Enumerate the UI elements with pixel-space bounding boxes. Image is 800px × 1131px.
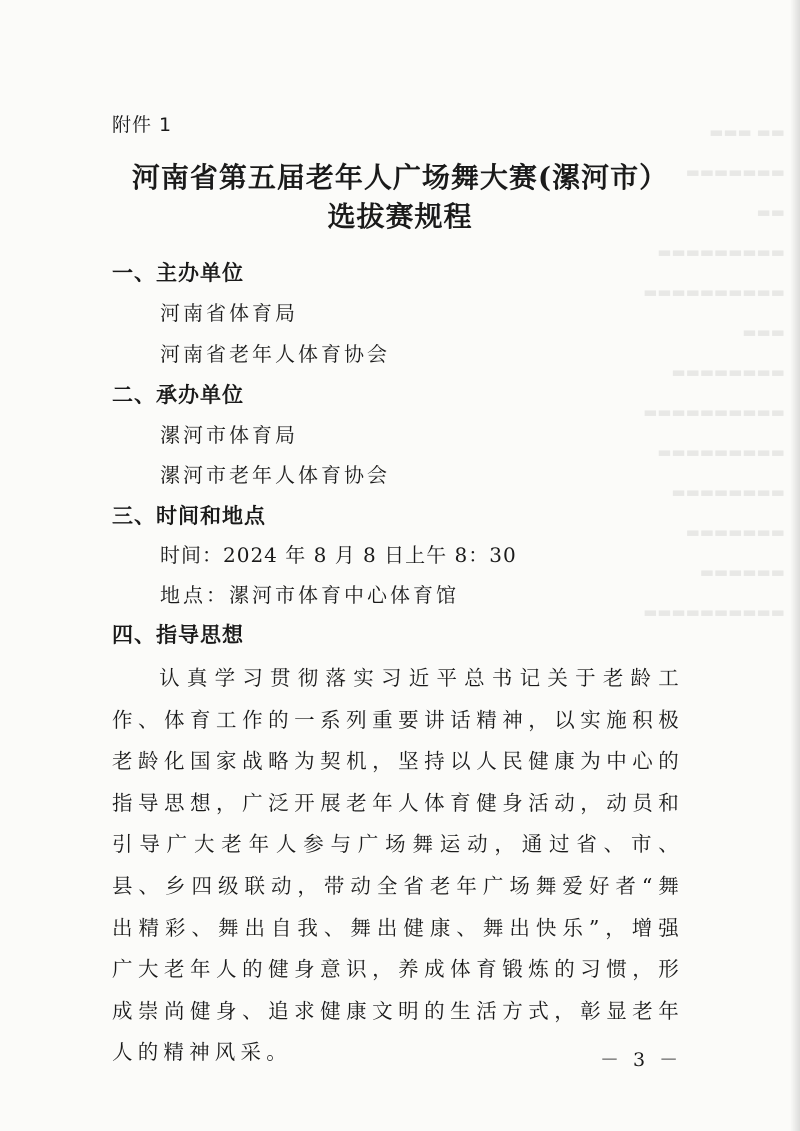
section-heading-organizer: 一、主办单位 [112,261,244,285]
section-heading-host: 二、承办单位 [112,383,244,407]
guiding-thought-paragraph: 认真学习贯彻落实习近平总书记关于老龄工作、体育工作的一系列重要讲话精神，以实施积极老龄化国家战略为契机，坚持以人民健康为中心的指导思想，广泛开展老年人体育健身活动，动员和引导广大老年人参与广场舞运动，通过省、市、县、乡四级联动，带动全省老年广场舞爱好者“舞出精彩、舞出自我、舞出健康、舞出快乐”，增强广大老年人的健身意识，养成体育锻炼的习惯，形成崇尚健身、追求健康文明的生活方式，彰显老年人的精神风采。 [112,666,684,1065]
host-item: 漯河市老年人体育协会 [160,463,390,487]
organizer-item: 河南省老年人体育协会 [160,342,390,366]
event-time: 时间：2024 年 8 月 8 日上午 8：30 [160,543,517,567]
document-title-line-1: 河南省第五届老年人广场舞大赛(漯河市） [131,161,669,194]
attachment-label: 附件 1 [112,114,173,136]
bleed-through-text: ▬▬ ▬▬▬ ▬▬▬▬▬▬▬ ▬▬ ▬▬▬▬▬▬▬▬▬ ▬▬▬▬▬▬▬▬▬▬ ▬▬▬ ▬▬▬▬▬▬▬▬ ▬▬▬▬▬▬▬▬▬▬ ▬▬▬▬▬▬▬▬▬ ▬▬▬▬▬▬▬▬ ▬▬▬▬▬▬▬ ▬▬▬▬▬▬ ▬▬▬▬▬▬▬▬▬▬ [643,123,785,621]
section-heading-time-place: 三、时间和地点 [112,504,266,528]
page-number: － 3 － [600,1049,683,1071]
host-item: 漯河市体育局 [160,423,298,447]
document-title-line-2: 选拔赛规程 [327,200,473,233]
organizer-item: 河南省体育局 [160,301,298,325]
section-heading-guiding-thought: 四、指导思想 [112,623,244,647]
event-location: 地点：漯河市体育中心体育馆 [160,583,459,607]
